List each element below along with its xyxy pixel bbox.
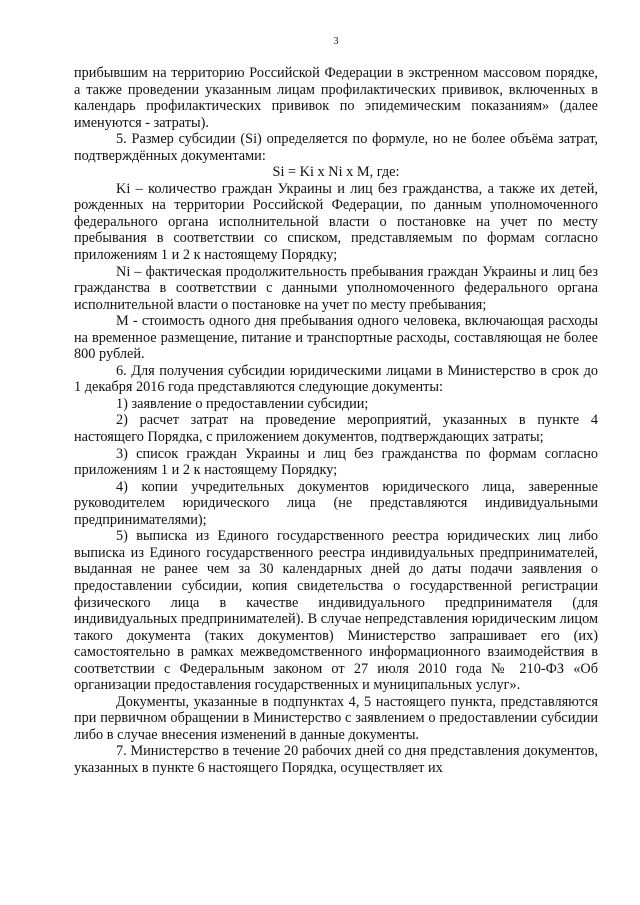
formula: Si = Ki x Ni x M, где: (272, 164, 400, 181)
paragraph: 5) выписка из Единого государственного реестра юридических лиц либо выписка из Единого государственного реестра индивидуальных предпринимателей, выданная не ранее чем за 30 календарных дней до даты подачи заявления о предоставлении субсидии, копия свидетельства о государственной регистрации физического лица в качестве индивидуального предпринимателя (для индивидуальных предпринимателей). В случае непредставления юридическим лицом такого документа (таких документов) Министерство запрашивает его (их) самостоятельно в рамках межведомственного информационного взаимодействия в соответствии с Федеральным законом от 27 июля 2010 года № 210-ФЗ «Об организации предоставления государственных и муниципальных услуг». (74, 528, 598, 694)
paragraph: 4) копии учредительных документов юридического лица, заверенные руководителем юридического лица (не представляются индивидуальными предпринимателями); (74, 478, 598, 528)
paragraph: 7. Министерство в течение 20 рабочих дней со дня представления документов, указанных в пункте 6 настоящего Порядка, осуществляет их (74, 743, 598, 776)
paragraph: 2) расчет затрат на проведение мероприятий, указанных в пункте 4 настоящего Порядка, с приложением документов, подтверждающих затраты; (74, 412, 598, 446)
paragraph: 5. Размер субсидии (Si) определяется по формуле, но не более объёма затрат, подтверждённых документами: (74, 131, 598, 164)
document-body (74, 65, 598, 777)
paragraph: прибывшим на территорию Российской Федерации в экстренном массовом порядке, а также проведении указанным лицам профилактических прививок, включенных в календарь профилактических прививок по эпидемическим показаниям» (далее именуются - затраты). (74, 65, 598, 131)
paragraph: Ki – количество граждан Украины и лиц без гражданства, а также их детей, рожденных на территории Российской Федерации, по данным уполномоченного федерального органа исполнительной власти о постановке на учет по месту пребывания в соответствии со списком, представляемым по формам согласно приложениям 1 и 2 к настоящему Порядку; (74, 180, 598, 264)
paragraph: Ni – фактическая продолжительность пребывания граждан Украины и лиц без гражданства в соответствии с данными уполномоченного федерального органа исполнительной власти о постановке на учет по месту пребывания; (74, 263, 598, 313)
paragraph: 6. Для получения субсидии юридическими лицами в Министерство в срок до 1 декабря 2016 года представляются следующие документы: (74, 362, 598, 396)
page-number: 3 (333, 36, 339, 47)
paragraph: Документы, указанные в подпунктах 4, 5 настоящего пункта, представляются при первичном обращении в Министерство с заявлением о предоставлении субсидии либо в случае внесения изменений в данные документы. (74, 693, 598, 743)
paragraph: М - стоимость одного дня пребывания одного человека, включающая расходы на временное размещение, питание и транспортные расходы, составляющая не более 800 рублей. (74, 313, 598, 363)
paragraph: 3) список граждан Украины и лиц без гражданства по формам согласно приложениям 1 и 2 к настоящему Порядку; (74, 445, 598, 479)
paragraph: 1) заявление о предоставлении субсидии; (116, 395, 369, 412)
